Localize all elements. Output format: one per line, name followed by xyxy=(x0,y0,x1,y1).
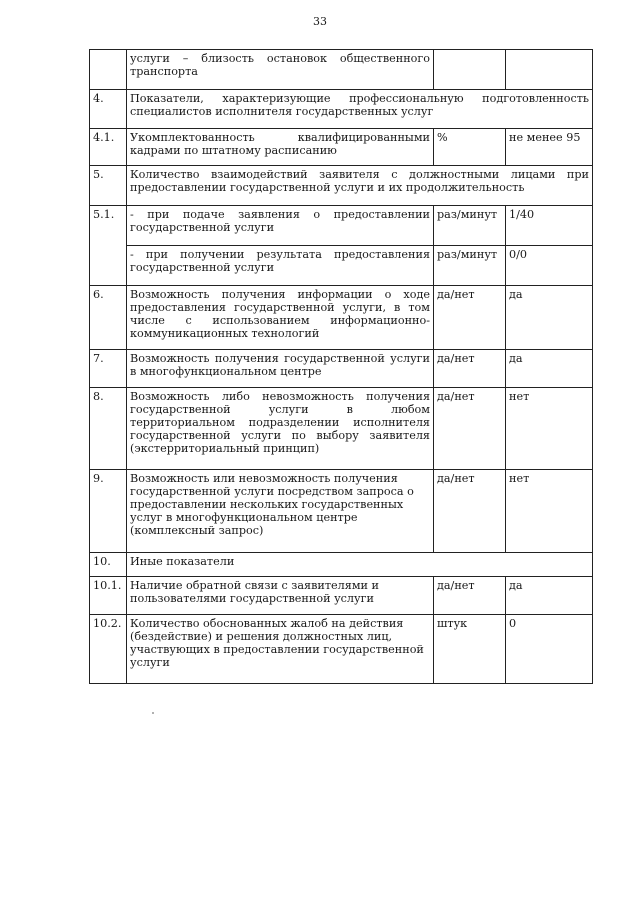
row-number xyxy=(90,50,127,90)
value-cell: да xyxy=(506,286,593,350)
row-number: 10.1. xyxy=(90,577,127,615)
table-row xyxy=(90,470,593,553)
value-cell: не менее 95 xyxy=(506,129,593,166)
table-row xyxy=(90,166,593,206)
indicator-text: Наличие обратной связи с заявителями и пользователями государственной услуги xyxy=(127,577,434,615)
indicator-text: услуги – близость остановок общественного транспорта xyxy=(127,50,434,90)
value-cell: да xyxy=(506,577,593,615)
unit-cell: да/нет xyxy=(434,350,506,388)
page-number: 33 xyxy=(313,15,327,28)
table-row xyxy=(90,90,593,129)
section-heading: Количество взаимодействий заявителя с должностными лицами при предоставлении государственной услуги и их продолжительность xyxy=(127,166,593,206)
table-row xyxy=(90,246,593,286)
indicator-text: Возможность либо невозможность получения государственной услуги в любом территориальном подразделении исполнителя государственной услуги по выбору заявителя (экстерриториальный принцип) xyxy=(127,388,434,470)
unit-cell: раз/минут xyxy=(434,246,506,286)
value-cell xyxy=(506,50,593,90)
table-row xyxy=(90,129,593,166)
table-row xyxy=(90,286,593,350)
indicators-table xyxy=(89,49,593,684)
table-row xyxy=(90,50,593,90)
indicator-text: Возможность или невозможность получения государственной услуги посредством запроса о предоставлении нескольких государственных услуг в многофункциональном центре (комплексный запрос) xyxy=(127,470,434,553)
unit-cell: да/нет xyxy=(434,470,506,553)
unit-cell: да/нет xyxy=(434,388,506,470)
unit-cell xyxy=(434,50,506,90)
value-cell: 1/40 xyxy=(506,206,593,246)
row-number: 4. xyxy=(90,90,127,129)
table-row xyxy=(90,615,593,684)
row-number: 5. xyxy=(90,166,127,206)
table-row xyxy=(90,577,593,615)
indicator-text: - при получении результата предоставления государственной услуги xyxy=(127,246,434,286)
unit-cell: да/нет xyxy=(434,286,506,350)
table-row xyxy=(90,206,593,246)
section-heading: Иные показатели xyxy=(127,553,593,577)
value-cell: да xyxy=(506,350,593,388)
scan-speck xyxy=(152,712,154,714)
table-row xyxy=(90,350,593,388)
value-cell: 0/0 xyxy=(506,246,593,286)
row-number: 10. xyxy=(90,553,127,577)
row-number: 8. xyxy=(90,388,127,470)
row-number: 7. xyxy=(90,350,127,388)
unit-cell: раз/минут xyxy=(434,206,506,246)
unit-cell: % xyxy=(434,129,506,166)
unit-cell: да/нет xyxy=(434,577,506,615)
row-number: 10.2. xyxy=(90,615,127,684)
value-cell: нет xyxy=(506,470,593,553)
table-row xyxy=(90,388,593,470)
indicator-text: Укомплектованность квалифицированными кадрами по штатному расписанию xyxy=(127,129,434,166)
indicator-text: Возможность получения информации о ходе предоставления государственной услуги, в том числе с использованием информационно-коммуникационных технологий xyxy=(127,286,434,350)
row-number: 6. xyxy=(90,286,127,350)
row-number: 5.1. xyxy=(90,206,127,286)
indicator-text: - при подаче заявления о предоставлении государственной услуги xyxy=(127,206,434,246)
value-cell: 0 xyxy=(506,615,593,684)
value-cell: нет xyxy=(506,388,593,470)
indicator-text: Возможность получения государственной услуги в многофункциональном центре xyxy=(127,350,434,388)
row-number: 9. xyxy=(90,470,127,553)
table-row xyxy=(90,553,593,577)
section-heading: Показатели, характеризующие профессиональную подготовленность специалистов исполнителя государственных услуг xyxy=(127,90,593,129)
unit-cell: штук xyxy=(434,615,506,684)
indicator-text: Количество обоснованных жалоб на действия (бездействие) и решения должностных лиц, участвующих в предоставлении государственной услуги xyxy=(127,615,434,684)
row-number: 4.1. xyxy=(90,129,127,166)
